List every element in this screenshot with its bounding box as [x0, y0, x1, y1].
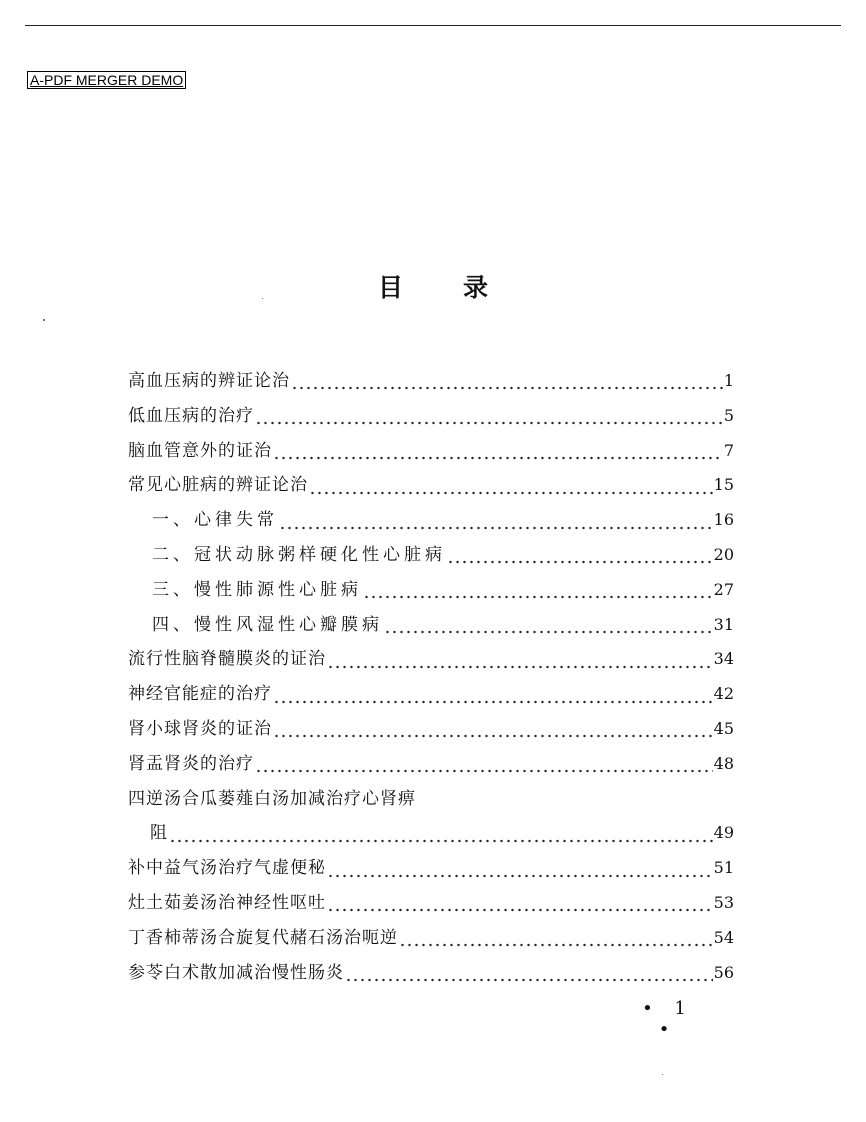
toc-entry	[128, 853, 734, 888]
title-char: 录	[463, 273, 489, 302]
toc-entry-page: 15	[713, 475, 734, 495]
toc-dot-leader	[384, 620, 713, 634]
toc-dot-leader	[327, 655, 713, 669]
toc-entry-title: 肾小球肾炎的证治	[128, 718, 272, 739]
toc-dot-leader	[363, 585, 713, 599]
toc-dot-leader	[255, 411, 723, 425]
top-rule	[25, 25, 841, 26]
toc-entry	[128, 505, 734, 540]
toc-entry	[128, 436, 734, 471]
toc-entry-title: 二、冠状动脉粥样硬化性心脏病	[152, 544, 446, 565]
toc-entry-title: 低血压病的治疗	[128, 405, 254, 426]
toc-entry-title: 高血压病的辨证论治	[128, 371, 290, 391]
watermark-label: A-PDF MERGER DEMO	[27, 71, 186, 89]
toc-dot-leader	[273, 690, 713, 704]
toc-entry-page: 54	[713, 927, 734, 947]
toc-entry	[128, 749, 734, 784]
toc-entry-page: 31	[713, 614, 734, 634]
toc-entry-title: 灶土茹姜汤治神经性呕吐	[128, 892, 326, 913]
toc-entry-title: 一、心律失常	[152, 510, 278, 531]
toc-entry-title: 阻	[150, 823, 168, 844]
toc-entry-page: 42	[713, 684, 734, 704]
table-of-contents	[128, 366, 734, 992]
toc-entry-page: 27	[713, 579, 734, 599]
toc-entry-title: 肾盂肾炎的治疗	[128, 753, 254, 774]
page-title	[0, 268, 866, 304]
toc-entry-title: 补中益气汤治疗气虚便秘	[128, 858, 326, 879]
toc-entry-page: 45	[713, 718, 734, 738]
toc-entry-page: 5	[723, 405, 734, 425]
toc-entry-title: 流行性脑脊髓膜炎的证治	[128, 649, 326, 670]
toc-entry-page: 56	[713, 962, 734, 982]
toc-entry	[128, 714, 734, 749]
scan-speck	[662, 1074, 663, 1075]
toc-entry-title: 参苓白术散加减治慢性肠炎	[128, 962, 344, 983]
toc-entry	[128, 888, 734, 923]
toc-entry-title: 常见心脏病的辨证论治	[128, 475, 308, 496]
toc-dot-leader	[291, 376, 723, 390]
page-number: • 1 •	[642, 998, 694, 1040]
toc-dot-leader	[327, 864, 713, 878]
toc-entry-page: 48	[713, 753, 734, 773]
toc-entry	[128, 679, 734, 714]
toc-dot-leader	[273, 446, 723, 460]
toc-entry-title: 三、慢性肺源性心脏病	[152, 579, 362, 600]
toc-entry	[128, 958, 734, 993]
toc-entry-page: 51	[713, 858, 734, 878]
toc-entry	[128, 366, 734, 401]
toc-entry-title: 神经官能症的治疗	[128, 684, 272, 705]
toc-entry-title: 四、慢性风湿性心瓣膜病	[152, 614, 383, 635]
title-char: 目	[377, 273, 403, 302]
toc-entry-page: 16	[713, 510, 734, 530]
toc-entry	[128, 818, 734, 853]
toc-entry-page: 7	[723, 440, 734, 460]
toc-dot-leader	[169, 829, 713, 843]
toc-dot-leader	[255, 759, 713, 773]
toc-entry	[128, 784, 734, 819]
toc-entry	[128, 540, 734, 575]
toc-dot-leader	[327, 898, 713, 912]
toc-dot-leader	[309, 481, 713, 495]
toc-entry-page: 20	[713, 544, 734, 564]
toc-entry	[128, 644, 734, 679]
toc-entry	[128, 401, 734, 436]
toc-dot-leader	[345, 968, 713, 982]
toc-entry-page: 49	[713, 823, 734, 843]
toc-entry-title: 脑血管意外的证治	[128, 440, 272, 461]
scan-speck	[43, 319, 45, 321]
toc-entry-page: 34	[713, 649, 734, 669]
toc-entry-title: 丁香柿蒂汤合旋复代赭石汤治呃逆	[128, 927, 398, 948]
toc-entry	[128, 610, 734, 645]
toc-dot-leader	[273, 724, 713, 738]
toc-entry	[128, 470, 734, 505]
toc-entry	[128, 923, 734, 958]
toc-dot-leader	[399, 933, 713, 947]
toc-dot-leader	[279, 516, 713, 530]
toc-entry-page: 1	[723, 371, 734, 390]
toc-entry-title: 四逆汤合瓜蒌薤白汤加减治疗心肾痹	[128, 788, 416, 809]
toc-entry-page: 53	[713, 892, 734, 912]
toc-dot-leader	[447, 550, 713, 564]
toc-entry	[128, 575, 734, 610]
